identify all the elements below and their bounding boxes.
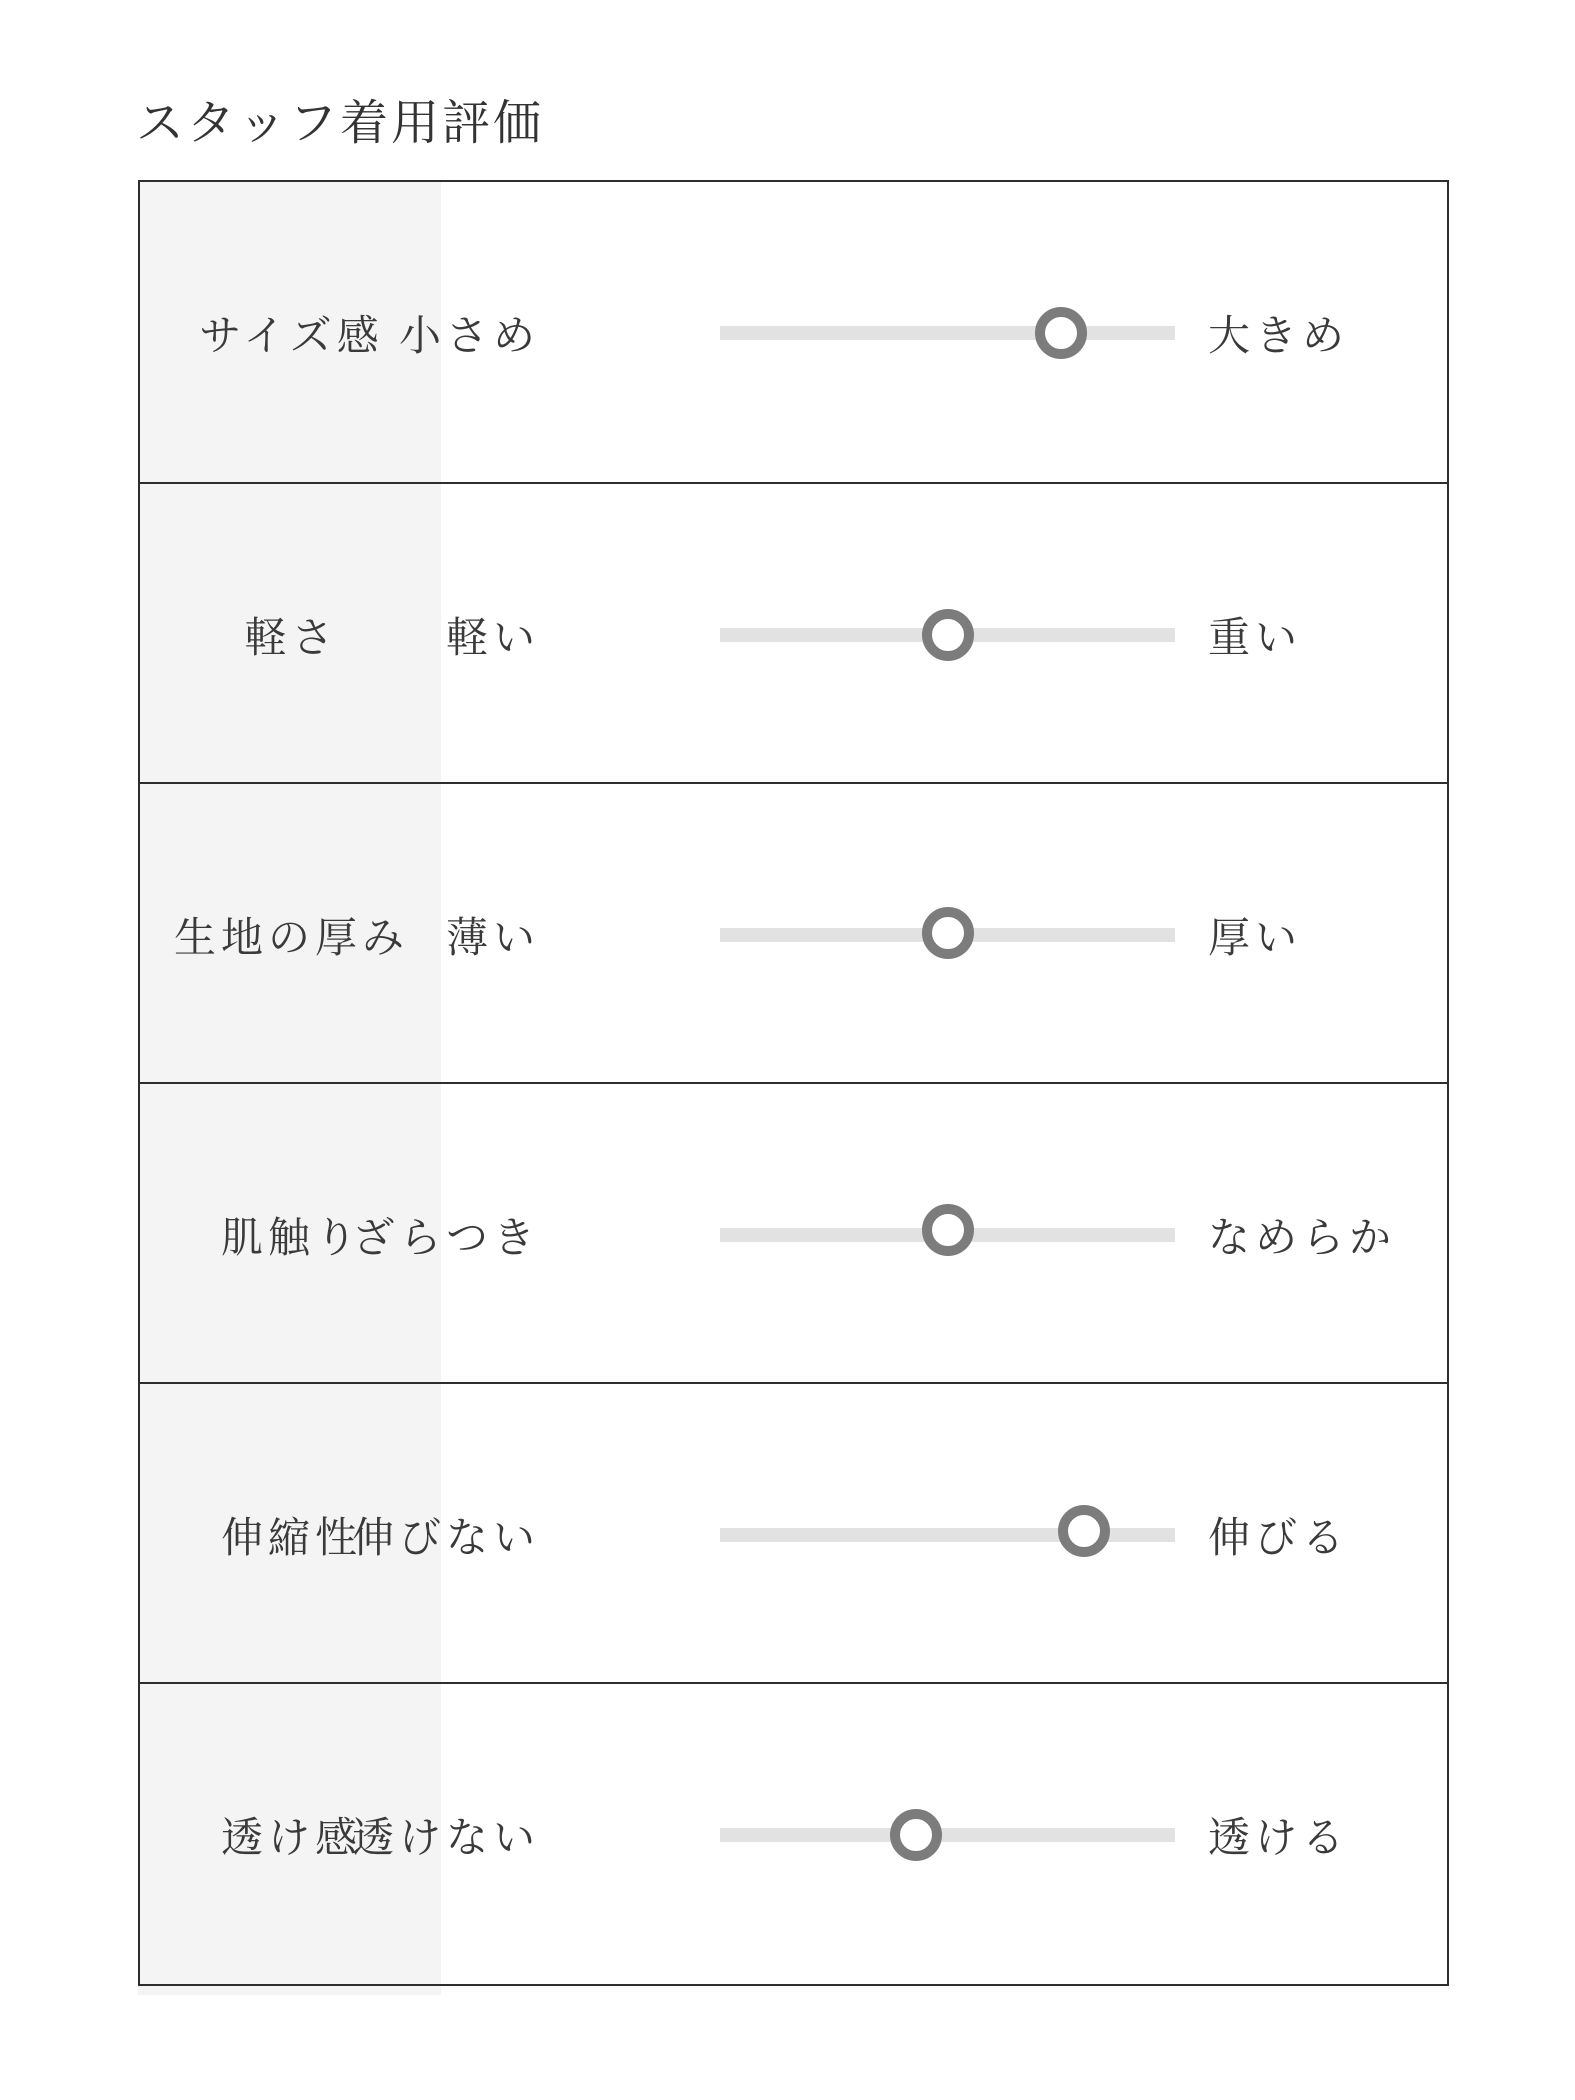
rating-label: 肌触り	[220, 1212, 362, 1262]
page-title: スタッフ着用評価	[136, 95, 545, 151]
rating-label: 生地の厚み	[173, 912, 409, 962]
scale-right-label: 伸びる	[1208, 1512, 1350, 1562]
rating-slider-track	[720, 1228, 1175, 1242]
rating-slider-knob	[1058, 1505, 1110, 1557]
rating-slider-knob	[922, 907, 974, 959]
scale-left-label: 薄い	[445, 912, 540, 962]
scale-right-label: 重い	[1208, 612, 1303, 662]
scale-right-label: 透ける	[1208, 1812, 1350, 1862]
rating-slider-track	[720, 1528, 1175, 1542]
scale-left-label: 透けない	[351, 1812, 540, 1862]
scale-left-label: 軽い	[445, 612, 540, 662]
scale-right-label: 厚い	[1208, 912, 1303, 962]
rating-label: 伸縮性	[220, 1512, 362, 1562]
scale-left-label: 伸びない	[351, 1512, 540, 1562]
rating-row-texture	[140, 1082, 1447, 1385]
rating-slider-knob	[922, 1204, 974, 1256]
scale-left-label: ざらつき	[352, 1212, 540, 1262]
rating-slider-track	[720, 326, 1175, 340]
scale-right-label: なめらか	[1208, 1212, 1397, 1262]
rating-slider-knob	[1035, 307, 1087, 359]
rating-label: 透け感	[220, 1812, 362, 1862]
scale-right-label: 大きめ	[1208, 310, 1350, 360]
rating-row-weight	[140, 482, 1447, 785]
rating-slider-track	[720, 928, 1175, 942]
rating-slider-knob	[922, 609, 974, 661]
rating-table	[138, 180, 1449, 1986]
rating-label: サイズ感	[199, 310, 384, 360]
rating-label: 軽さ	[244, 612, 339, 662]
rating-row-size	[140, 182, 1447, 483]
rating-row-sheerness	[140, 1682, 1447, 1985]
rating-slider-track	[720, 1828, 1175, 1842]
rating-slider-track	[720, 628, 1175, 642]
rating-slider-knob	[890, 1809, 942, 1861]
scale-left-label: 小さめ	[398, 310, 540, 360]
rating-row-stretch	[140, 1382, 1447, 1685]
rating-row-thickness	[140, 782, 1447, 1085]
